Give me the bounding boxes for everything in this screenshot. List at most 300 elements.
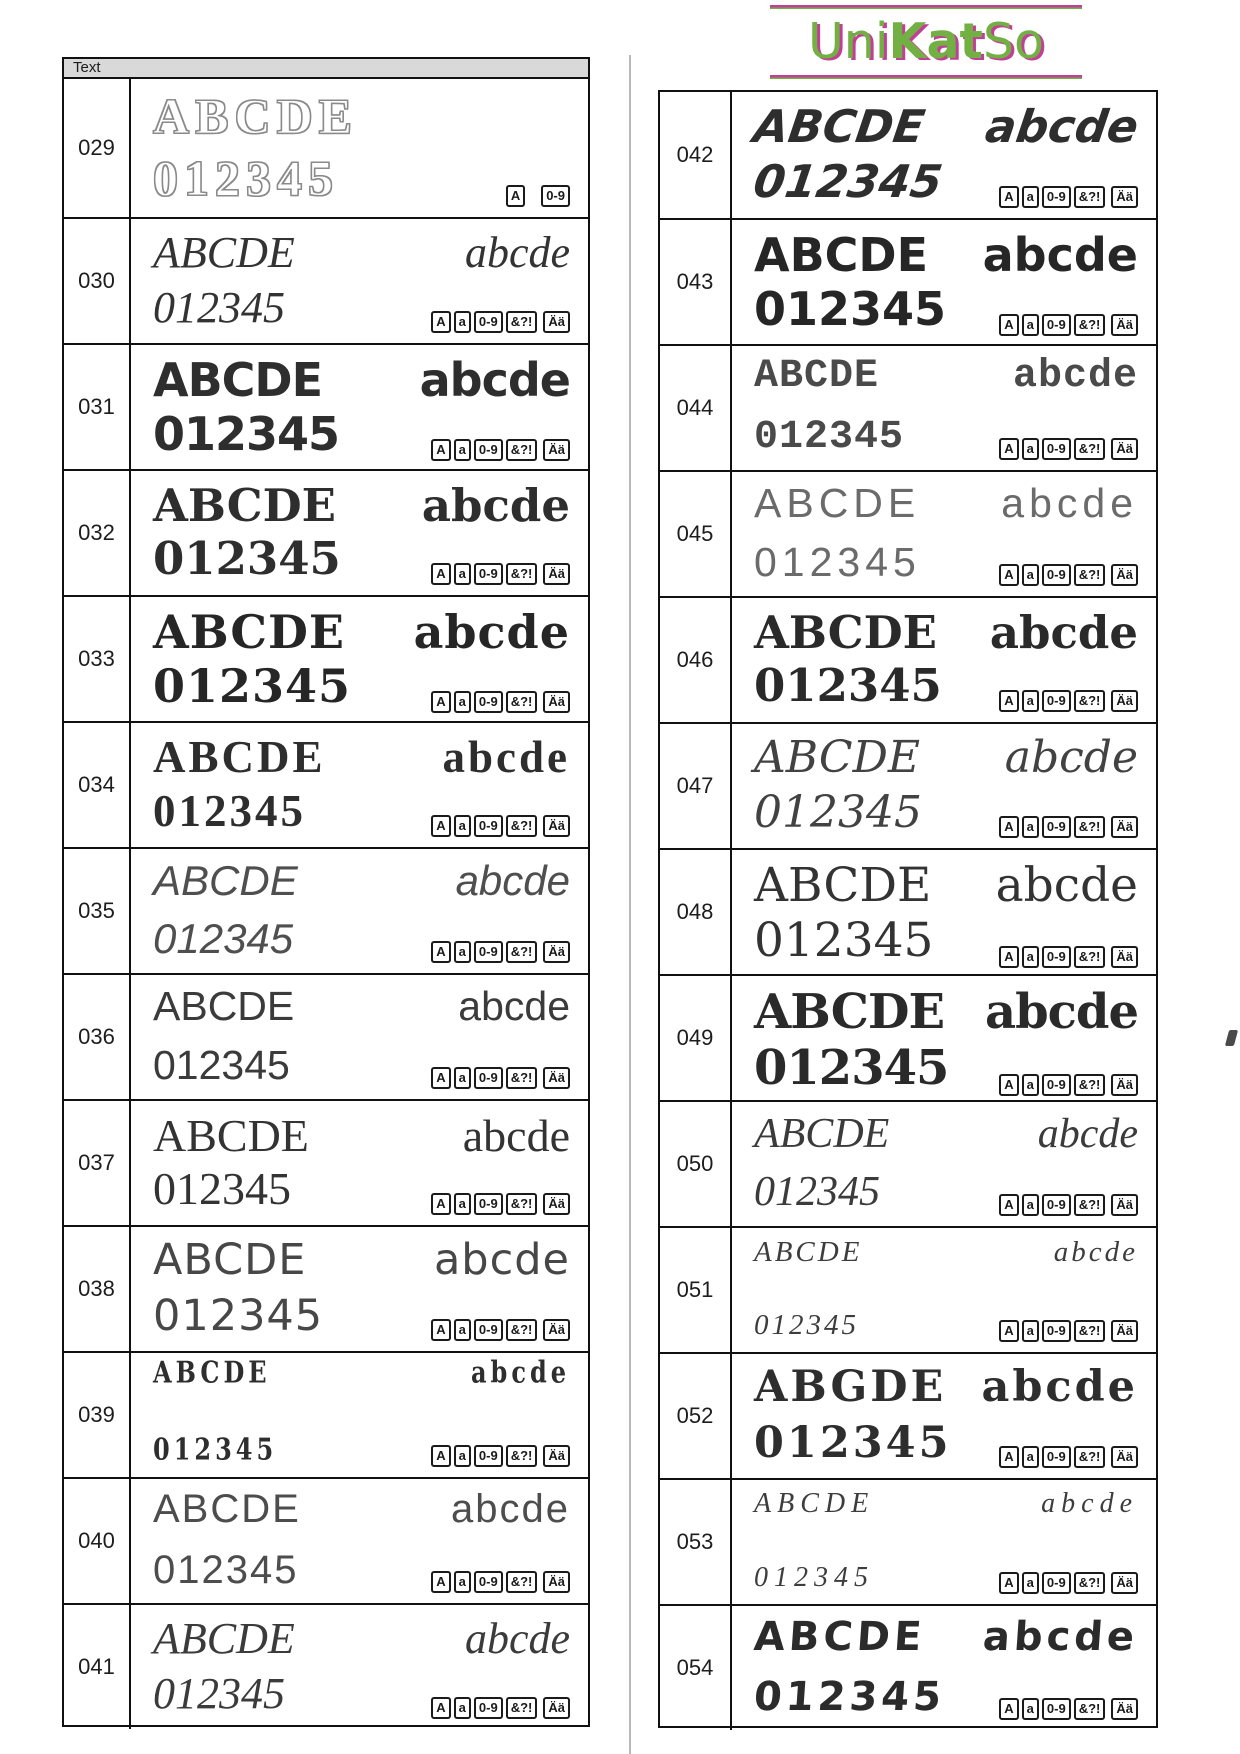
font-sample — [131, 975, 588, 1099]
badge-lowercase: a — [1022, 1572, 1039, 1594]
badge-uppercase: A — [431, 1445, 450, 1467]
font-number: 031 — [64, 345, 131, 469]
charset-badges — [490, 185, 570, 207]
logo-text — [770, 9, 1082, 75]
badge-uppercase: A — [431, 439, 450, 461]
badge-digits: 0-9 — [1042, 314, 1071, 336]
badge-uppercase: A — [999, 816, 1018, 838]
uppercase-sample: ABCDE — [754, 354, 880, 399]
lowercase-sample: abcde — [981, 1614, 1140, 1660]
font-sample — [732, 220, 1156, 344]
digits-sample: 012345 — [153, 915, 294, 962]
digits-sample: 012345 — [752, 1674, 947, 1720]
uppercase-sample: ABCDE — [153, 857, 298, 904]
lowercase-sample: abcde — [982, 100, 1142, 153]
uppercase-sample: ABCDE — [754, 1236, 863, 1268]
lowercase-sample: abcde — [462, 1110, 570, 1161]
badge-uppercase: A — [999, 1320, 1018, 1342]
font-sample — [131, 1227, 588, 1351]
font-number: 044 — [660, 346, 732, 470]
text-column-header — [64, 59, 588, 79]
badge-lowercase: a — [1022, 438, 1039, 460]
font-sample — [732, 1606, 1156, 1730]
font-sample-row-034 — [64, 721, 588, 847]
digits-sample: 012345 — [754, 787, 922, 838]
font-sample — [131, 345, 588, 469]
badge-lowercase: a — [454, 941, 471, 963]
font-sample — [732, 598, 1156, 722]
badge-digits: 0-9 — [541, 185, 570, 207]
badge-lowercase: a — [1022, 946, 1039, 968]
badge-lowercase: a — [454, 1193, 471, 1215]
badge-symbols: &?! — [506, 1319, 538, 1341]
badge-lowercase: a — [1022, 1446, 1039, 1468]
badge-uppercase: A — [999, 1446, 1018, 1468]
logo-part-uni: Uni — [807, 13, 889, 70]
charset-badges — [428, 691, 570, 713]
badge-uppercase: A — [999, 186, 1018, 208]
font-number: 051 — [660, 1228, 732, 1352]
charset-badges — [428, 1193, 570, 1215]
badge-symbols: &?! — [1074, 1698, 1106, 1720]
digits-sample: 012345 — [153, 1291, 324, 1341]
badge-symbols: &?! — [1074, 314, 1106, 336]
lowercase-sample: abcde — [413, 605, 570, 659]
font-sample-row-031 — [64, 343, 588, 469]
font-sample-row-053 — [660, 1478, 1156, 1604]
font-sample-row-048 — [660, 848, 1156, 974]
font-number: 042 — [660, 92, 732, 218]
uppercase-sample: ABCDE — [153, 1235, 307, 1285]
lowercase-sample: abcde — [455, 857, 570, 904]
charset-badges — [428, 1445, 570, 1467]
badge-digits: 0-9 — [1042, 1572, 1071, 1594]
badge-umlauts: Ää — [1111, 1074, 1138, 1096]
font-number: 053 — [660, 1480, 732, 1604]
badge-umlauts: Ää — [543, 1697, 570, 1719]
badge-uppercase: A — [431, 691, 450, 713]
lowercase-sample: abcde — [419, 353, 570, 407]
font-sample — [732, 1102, 1156, 1226]
digits-sample: 012345 — [754, 913, 934, 968]
badge-symbols: &?! — [1074, 1074, 1106, 1096]
badge-umlauts: Ää — [1111, 564, 1138, 586]
badge-digits: 0-9 — [474, 439, 503, 461]
uppercase-sample: ABCDE — [153, 1614, 295, 1663]
uppercase-sample: ABCDE — [153, 1487, 301, 1531]
badge-symbols: &?! — [1074, 1320, 1106, 1342]
badge-lowercase: a — [454, 563, 471, 585]
badge-uppercase: A — [431, 941, 450, 963]
font-sample — [732, 850, 1156, 974]
badge-lowercase: a — [1022, 1194, 1039, 1216]
font-number: 049 — [660, 976, 732, 1100]
font-sample-row-039 — [64, 1351, 588, 1477]
badge-digits: 0-9 — [474, 1445, 503, 1467]
badge-umlauts: Ää — [543, 1445, 570, 1467]
digits-sample: 012345 — [754, 659, 942, 712]
lowercase-sample: abcde — [1041, 1488, 1138, 1519]
lowercase-sample: abcde — [989, 606, 1138, 659]
badge-uppercase: A — [431, 1193, 450, 1215]
font-sample-row-051 — [660, 1226, 1156, 1352]
badge-symbols: &?! — [506, 1571, 538, 1593]
badge-umlauts: Ää — [543, 1193, 570, 1215]
charset-badges — [428, 1067, 570, 1089]
unikatso-logo — [770, 5, 1082, 79]
lowercase-sample: abcde — [1037, 1111, 1138, 1157]
font-sample — [732, 1228, 1156, 1352]
digits-sample: 012345 — [153, 283, 285, 332]
badge-digits: 0-9 — [474, 815, 503, 837]
badge-lowercase: a — [454, 1445, 471, 1467]
uppercase-sample: ABCDE — [754, 1111, 890, 1157]
font-number: 039 — [64, 1353, 131, 1477]
digits-sample: 012345 — [754, 1169, 880, 1215]
font-sample — [131, 597, 588, 721]
page-fold-line — [629, 55, 631, 1754]
font-sample-row-041 — [64, 1603, 588, 1729]
uppercase-sample: ABGDE — [754, 1362, 947, 1412]
font-sample — [131, 1479, 588, 1603]
left-rows — [64, 79, 588, 1729]
badge-lowercase: a — [454, 439, 471, 461]
badge-digits: 0-9 — [1042, 438, 1071, 460]
charset-badges — [996, 816, 1138, 838]
digits-sample: 012345 — [754, 1562, 874, 1593]
badge-lowercase: a — [1022, 564, 1039, 586]
font-number: 041 — [64, 1605, 131, 1729]
uppercase-sample: ABCDE — [752, 1614, 927, 1660]
badge-uppercase: A — [999, 1194, 1018, 1216]
lowercase-sample: abcde — [1004, 732, 1138, 783]
right-rows — [660, 92, 1156, 1730]
badge-symbols: &?! — [1074, 690, 1106, 712]
uppercase-sample: ABCDE — [153, 605, 345, 659]
logo-part-kat: Kat — [888, 13, 983, 70]
badge-digits: 0-9 — [1042, 1074, 1071, 1096]
font-number: 036 — [64, 975, 131, 1099]
font-sample — [732, 472, 1156, 596]
font-sample — [131, 1605, 588, 1729]
badge-umlauts: Ää — [1111, 1446, 1138, 1468]
charset-badges — [428, 815, 570, 837]
charset-badges — [996, 946, 1138, 968]
badge-uppercase: A — [431, 1571, 450, 1593]
charset-badges — [996, 1698, 1138, 1720]
digits-sample: 012345 — [750, 155, 946, 208]
charset-badges — [428, 1697, 570, 1719]
badge-symbols: &?! — [1074, 1194, 1106, 1216]
charset-badges — [996, 1572, 1138, 1594]
font-number: 038 — [64, 1227, 131, 1351]
badge-symbols: &?! — [506, 1193, 538, 1215]
charset-badges — [996, 1194, 1138, 1216]
badge-digits: 0-9 — [474, 1319, 503, 1341]
charset-badges — [996, 690, 1138, 712]
badge-lowercase: a — [454, 1571, 471, 1593]
badge-lowercase: a — [454, 691, 471, 713]
badge-uppercase: A — [999, 1572, 1018, 1594]
text-header-label: Text — [73, 59, 101, 76]
font-sample-row-046 — [660, 596, 1156, 722]
font-sample — [732, 724, 1156, 848]
badge-symbols: &?! — [506, 691, 538, 713]
badge-digits: 0-9 — [474, 311, 503, 333]
uppercase-sample: ABCDE — [153, 983, 295, 1029]
badge-umlauts: Ää — [1111, 314, 1138, 336]
badge-uppercase: A — [999, 1698, 1018, 1720]
font-sample — [732, 1480, 1156, 1604]
uppercase-sample: ABCDE — [153, 1353, 271, 1390]
badge-digits: 0-9 — [1042, 690, 1071, 712]
badge-digits: 0-9 — [474, 1697, 503, 1719]
lowercase-sample: abcde — [442, 732, 570, 782]
badge-umlauts: Ää — [1111, 690, 1138, 712]
font-sample-row-032 — [64, 469, 588, 595]
font-sample — [131, 219, 588, 343]
font-sample-row-050 — [660, 1100, 1156, 1226]
badge-uppercase: A — [431, 815, 450, 837]
digits-sample: 012345 — [153, 659, 352, 713]
badge-lowercase: a — [1022, 816, 1039, 838]
digits-sample: 012345 — [153, 407, 340, 461]
charset-badges — [428, 439, 570, 461]
font-number: 045 — [660, 472, 732, 596]
badge-uppercase: A — [999, 1074, 1018, 1096]
badge-lowercase: a — [1022, 314, 1039, 336]
font-number: 047 — [660, 724, 732, 848]
badge-uppercase: A — [431, 1067, 450, 1089]
scan-artifact-mark — [1225, 1030, 1238, 1046]
font-number: 043 — [660, 220, 732, 344]
badge-digits: 0-9 — [474, 691, 503, 713]
badge-umlauts: Ää — [543, 439, 570, 461]
badge-umlauts: Ää — [543, 815, 570, 837]
digits-sample: 012345 — [754, 539, 921, 585]
font-sample-row-037 — [64, 1099, 588, 1225]
badge-uppercase: A — [999, 946, 1018, 968]
digits-sample: 012345 — [153, 1042, 290, 1088]
badge-symbols: &?! — [506, 1445, 538, 1467]
logo-part-so: So — [982, 13, 1045, 70]
charset-badges — [996, 438, 1138, 460]
badge-umlauts: Ää — [543, 311, 570, 333]
badge-umlauts: Ää — [543, 1319, 570, 1341]
digits-sample: 012345 — [153, 1548, 299, 1592]
charset-badges — [428, 1571, 570, 1593]
badge-uppercase: A — [431, 563, 450, 585]
font-sample — [131, 849, 588, 973]
badge-umlauts: Ää — [543, 563, 570, 585]
lowercase-sample: abcde — [464, 228, 570, 277]
digits-sample: 012345 — [754, 1309, 859, 1341]
charset-badges — [428, 1319, 570, 1341]
font-sample-row-047 — [660, 722, 1156, 848]
charset-badges — [996, 314, 1138, 336]
uppercase-sample: ABCDE — [754, 1488, 875, 1519]
font-number: 037 — [64, 1101, 131, 1225]
font-sample-row-035 — [64, 847, 588, 973]
badge-digits: 0-9 — [1042, 816, 1071, 838]
badge-umlauts: Ää — [543, 691, 570, 713]
font-sample — [131, 471, 588, 595]
lowercase-sample: abcde — [1001, 480, 1138, 526]
lowercase-sample: abcde — [471, 1353, 570, 1390]
font-sample — [732, 346, 1156, 470]
font-number: 029 — [64, 79, 131, 217]
font-number: 040 — [64, 1479, 131, 1603]
lowercase-sample: abcde — [995, 858, 1138, 913]
badge-digits: 0-9 — [474, 563, 503, 585]
font-sample-row-044 — [660, 344, 1156, 470]
uppercase-sample: ABCDE — [754, 984, 945, 1040]
uppercase-sample: ABCDE — [754, 228, 929, 282]
badge-uppercase: A — [431, 1319, 450, 1341]
charset-badges — [996, 1074, 1138, 1096]
font-table-left — [62, 57, 590, 1727]
badge-umlauts: Ää — [543, 1067, 570, 1089]
badge-symbols: &?! — [1074, 946, 1106, 968]
badge-symbols: &?! — [506, 815, 538, 837]
font-sample-row-043 — [660, 218, 1156, 344]
badge-umlauts: Ää — [543, 941, 570, 963]
uppercase-sample: ABCDE — [750, 100, 928, 153]
uppercase-sample: ABCDE — [153, 1110, 309, 1161]
badge-symbols: &?! — [506, 1697, 538, 1719]
badge-umlauts: Ää — [1111, 1194, 1138, 1216]
charset-badges — [996, 1446, 1138, 1468]
badge-symbols: &?! — [1074, 1572, 1106, 1594]
font-number: 054 — [660, 1606, 732, 1730]
badge-symbols: &?! — [506, 439, 538, 461]
uppercase-sample: ABCDE — [153, 228, 295, 277]
badge-digits: 0-9 — [1042, 1446, 1071, 1468]
badge-digits: 0-9 — [1042, 1194, 1071, 1216]
badge-symbols: &?! — [1074, 564, 1106, 586]
font-number: 030 — [64, 219, 131, 343]
font-number: 052 — [660, 1354, 732, 1478]
font-number: 048 — [660, 850, 732, 974]
badge-symbols: &?! — [506, 563, 538, 585]
badge-lowercase: a — [1022, 690, 1039, 712]
badge-umlauts: Ää — [1111, 186, 1138, 208]
badge-digits: 0-9 — [474, 1067, 503, 1089]
badge-symbols: &?! — [1074, 438, 1106, 460]
font-sample-row-038 — [64, 1225, 588, 1351]
font-sample — [732, 1354, 1156, 1478]
badge-umlauts: Ää — [1111, 1572, 1138, 1594]
digits-sample: 012345 — [153, 1669, 285, 1718]
font-sample-row-029 — [64, 79, 588, 217]
uppercase-sample: ABCDE — [754, 732, 920, 783]
badge-digits: 0-9 — [1042, 564, 1071, 586]
badge-umlauts: Ää — [1111, 438, 1138, 460]
lowercase-sample: abcde — [985, 984, 1138, 1040]
uppercase-sample: ABCDE — [153, 479, 336, 532]
font-sample-row-042 — [660, 92, 1156, 218]
badge-lowercase: a — [454, 815, 471, 837]
badge-digits: 0-9 — [474, 1571, 503, 1593]
badge-lowercase: a — [1022, 1320, 1039, 1342]
charset-badges — [996, 186, 1138, 208]
lowercase-sample: abcde — [464, 1614, 570, 1663]
badge-uppercase: A — [999, 438, 1018, 460]
font-sample-row-052 — [660, 1352, 1156, 1478]
font-sample-row-049 — [660, 974, 1156, 1100]
badge-umlauts: Ää — [1111, 816, 1138, 838]
digits-sample: 012345 — [754, 1040, 949, 1096]
badge-umlauts: Ää — [1111, 946, 1138, 968]
font-sample — [131, 723, 588, 847]
digits-sample: 012345 — [754, 415, 905, 460]
badge-lowercase: a — [454, 1067, 471, 1089]
lowercase-sample: abcde — [421, 479, 570, 532]
badge-digits: 0-9 — [474, 941, 503, 963]
badge-symbols: &?! — [1074, 1446, 1106, 1468]
badge-lowercase: a — [454, 1697, 471, 1719]
font-number: 034 — [64, 723, 131, 847]
charset-badges — [996, 1320, 1138, 1342]
font-number: 050 — [660, 1102, 732, 1226]
badge-uppercase: A — [999, 314, 1018, 336]
badge-lowercase: a — [454, 311, 471, 333]
badge-umlauts: Ää — [1111, 1698, 1138, 1720]
badge-symbols: &?! — [1074, 816, 1106, 838]
font-sample — [131, 79, 588, 217]
badge-uppercase: A — [999, 690, 1018, 712]
charset-badges — [428, 311, 570, 333]
uppercase-sample: ABCDE — [754, 606, 937, 659]
uppercase-sample: ABCDE — [754, 480, 921, 526]
lowercase-sample: abcde — [981, 1362, 1138, 1412]
font-sample — [732, 92, 1156, 218]
badge-digits: 0-9 — [1042, 946, 1071, 968]
font-sample-row-030 — [64, 217, 588, 343]
badge-uppercase: A — [431, 1697, 450, 1719]
font-number: 033 — [64, 597, 131, 721]
badge-digits: 0-9 — [474, 1193, 503, 1215]
charset-badges — [428, 563, 570, 585]
digits-sample: 012345 — [754, 282, 947, 336]
uppercase-sample: ABCDE — [153, 353, 323, 407]
lowercase-sample: abcde — [1053, 1236, 1138, 1268]
font-number: 035 — [64, 849, 131, 973]
font-sample — [131, 1353, 588, 1477]
digits-sample: 012345 — [153, 150, 339, 206]
badge-lowercase: a — [454, 1319, 471, 1341]
badge-symbols: &?! — [506, 941, 538, 963]
font-sample — [732, 976, 1156, 1100]
charset-badges — [996, 564, 1138, 586]
badge-digits: 0-9 — [1042, 1320, 1071, 1342]
badge-uppercase: A — [506, 185, 525, 207]
font-table-right — [658, 90, 1158, 1728]
lowercase-sample: abcde — [451, 1487, 570, 1531]
badge-symbols: &?! — [506, 311, 538, 333]
lowercase-sample: abcde — [458, 983, 570, 1029]
uppercase-sample: ABCDE — [153, 732, 326, 782]
lowercase-sample: abcde — [433, 1235, 570, 1285]
uppercase-sample: ABCDE — [754, 858, 932, 913]
font-sample-row-054 — [660, 1604, 1156, 1730]
uppercase-sample: ABCDE — [153, 88, 359, 144]
badge-symbols: &?! — [1074, 186, 1106, 208]
font-sample — [131, 1101, 588, 1225]
badge-uppercase: A — [431, 311, 450, 333]
font-number: 046 — [660, 598, 732, 722]
digits-sample: 012345 — [754, 1418, 952, 1468]
